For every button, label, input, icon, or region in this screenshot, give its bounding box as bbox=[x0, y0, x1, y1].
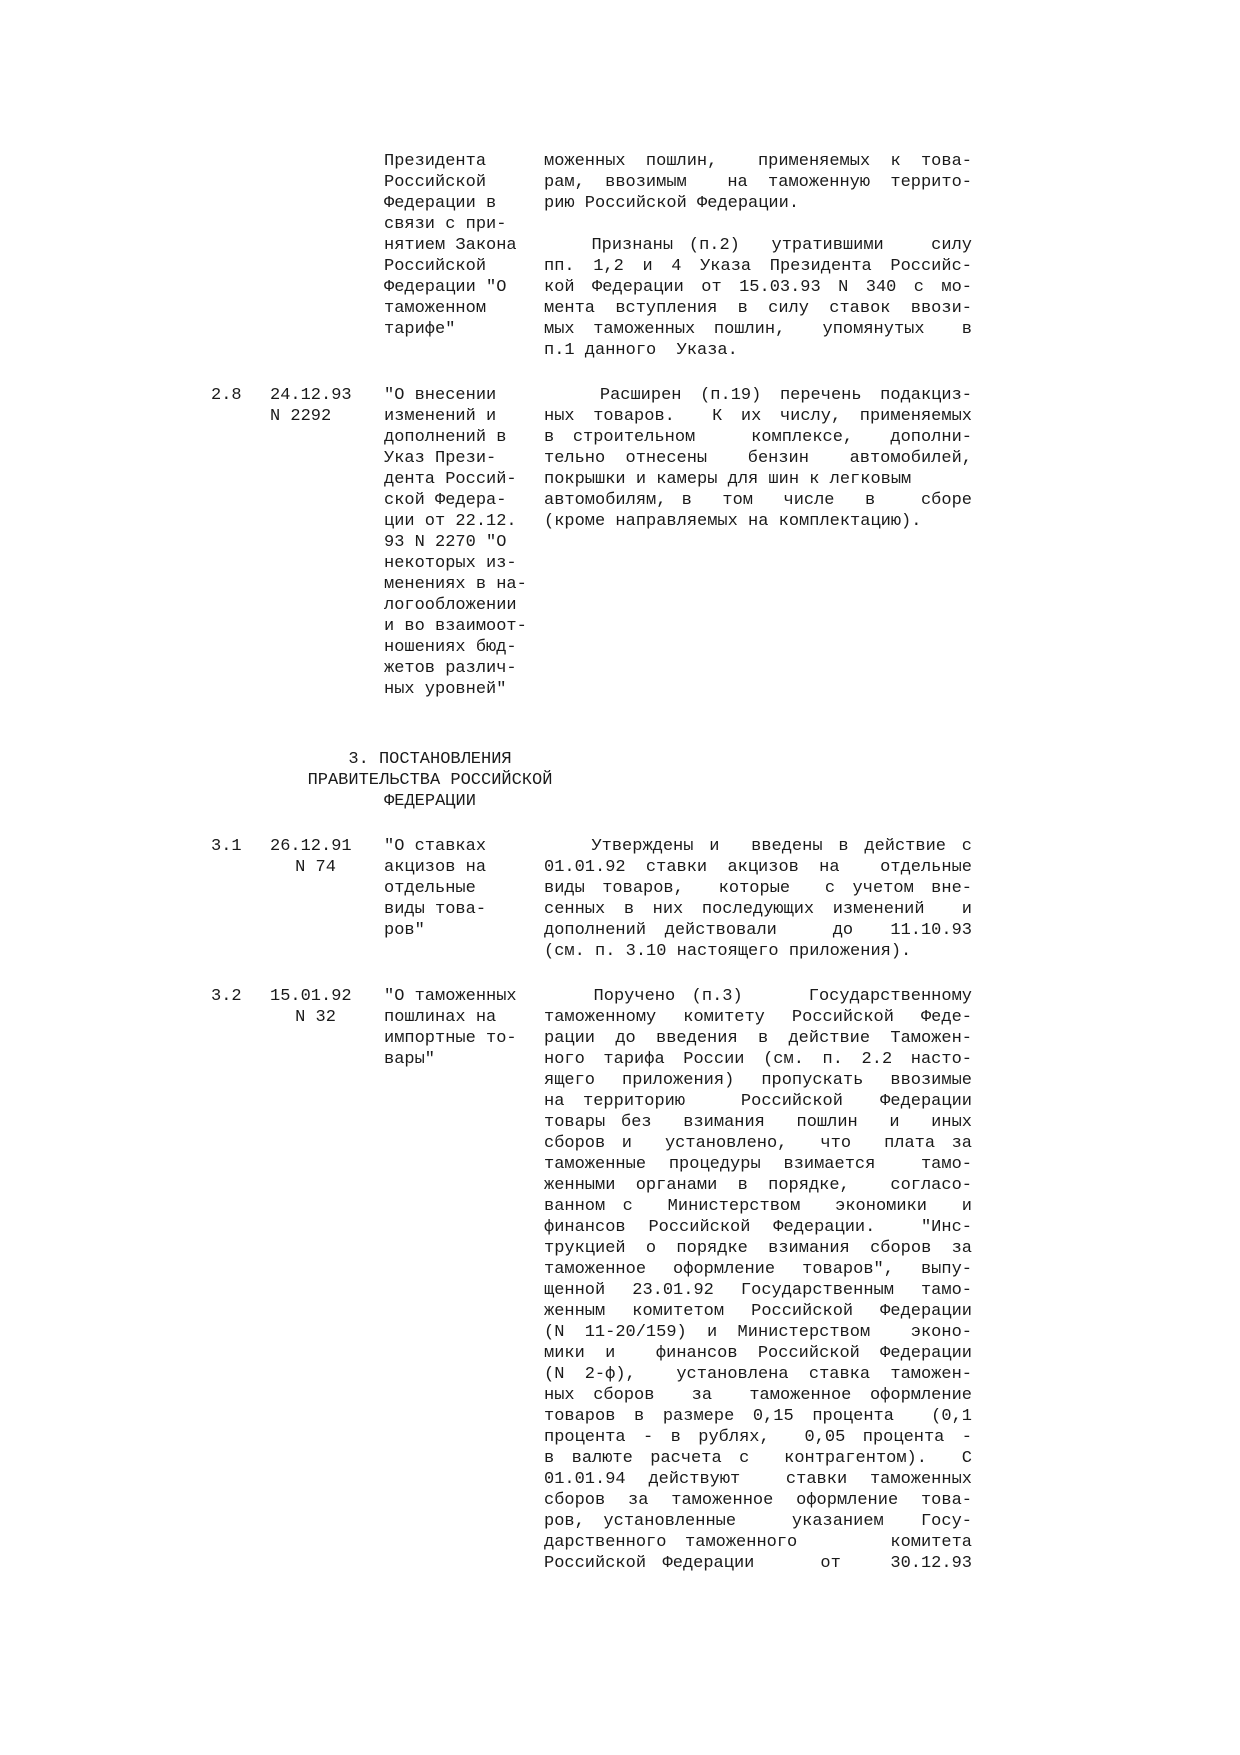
entry-text-line: женными органами в порядке, согласо- bbox=[544, 1176, 972, 1195]
entry-title-line: ров" bbox=[384, 921, 425, 940]
entry-text-line: покрышки и камеры для шин к легковым bbox=[544, 470, 912, 489]
entry-text-line: (N 2-ф), установлена ставка таможен- bbox=[544, 1365, 972, 1384]
entry-title-line: акцизов на bbox=[384, 858, 487, 877]
entry-text-line: Российской Федерации от 30.12.93 bbox=[544, 1554, 972, 1573]
entry-title-line: Указ Прези- bbox=[384, 449, 497, 468]
entry-text-line: ных сборов за таможенное оформление bbox=[544, 1386, 972, 1405]
entry-text-line: сборов и установлено, что плата за bbox=[544, 1134, 972, 1153]
entry-text-line: п.1 данного Указа. bbox=[544, 341, 738, 360]
entry-text-line: Утверждены и введены в действие с bbox=[544, 837, 972, 856]
entry-date: 24.12.93 bbox=[270, 386, 352, 405]
entry-text-line: мых таможенных пошлин, упомянутых в bbox=[544, 320, 972, 339]
section-heading-line: ФЕДЕРАЦИИ bbox=[384, 792, 476, 811]
entry-date: 26.12.91 bbox=[270, 837, 352, 856]
entry-text-line: (кроме направляемых на комплектацию). bbox=[544, 512, 922, 531]
entry-text-line: сборов за таможенное оформление това- bbox=[544, 1491, 972, 1510]
section-heading-line: 3. ПОСТАНОВЛЕНИЯ bbox=[348, 750, 512, 769]
entry-text-line: Расширен (п.19) перечень подакциз- bbox=[544, 386, 972, 405]
section-heading-line: ПРАВИТЕЛЬСТВА РОССИЙСКОЙ bbox=[307, 771, 553, 790]
entry-text-line: ящего приложения) пропускать ввозимые bbox=[544, 1071, 972, 1090]
entry-text-line: ров, установленные указанием Госу- bbox=[544, 1512, 972, 1531]
entry-title-line: ных уровней" bbox=[384, 680, 507, 699]
entry-title-line: некоторых из- bbox=[384, 554, 517, 573]
entry-text-line: (см. п. 3.10 настоящего приложения). bbox=[544, 942, 912, 961]
entry-text-line: щенной 23.01.92 Государственным тамо- bbox=[544, 1281, 972, 1300]
entry-title-line: "О ставках bbox=[384, 837, 487, 856]
entry-title-line: менениях в на- bbox=[384, 575, 527, 594]
entry-text-line: таможенные процедуры взимается тамо- bbox=[544, 1155, 972, 1174]
entry-text-line: товары без взимания пошлин и иных bbox=[544, 1113, 972, 1132]
entry-number: 3.1 bbox=[211, 837, 242, 856]
entry-title-line: "О внесении bbox=[384, 386, 497, 405]
entry-text-line: мента вступления в силу ставок ввози- bbox=[544, 299, 972, 318]
entry-text-line: рию Российской Федерации. bbox=[544, 194, 800, 213]
entry-doc-number: N 74 bbox=[295, 858, 336, 877]
entry-title-line: Российской bbox=[384, 173, 487, 192]
entry-text-line: моженных пошлин, применяемых к това- bbox=[544, 152, 972, 171]
entry-text-line: финансов Российской Федерации. "Инс- bbox=[544, 1218, 972, 1237]
entry-text-line: процента - в рублях, 0,05 процента - bbox=[544, 1428, 972, 1447]
entry-title-line: нятием Закона bbox=[384, 236, 517, 255]
entry-text-line: рации до введения в действие Таможен- bbox=[544, 1029, 972, 1048]
entry-title-line: отдельные bbox=[384, 879, 476, 898]
entry-text-line: таможенному комитету Российской Феде- bbox=[544, 1008, 972, 1027]
entry-text-line: в валюте расчета с контрагентом). С bbox=[544, 1449, 972, 1468]
entry-title-line: виды това- bbox=[384, 900, 487, 919]
entry-title-line: пошлинах на bbox=[384, 1008, 497, 1027]
entry-title-line: жетов различ- bbox=[384, 659, 517, 678]
entry-text-line: рам, ввозимым на таможенную террито- bbox=[544, 173, 972, 192]
entry-title-line: ции от 22.12. bbox=[384, 512, 517, 531]
entry-title-line: таможенном bbox=[384, 299, 487, 318]
entry-text-line: дарственного таможенного комитета bbox=[544, 1533, 972, 1552]
entry-title-line: Федерации "О bbox=[384, 278, 507, 297]
entry-text-line: на территорию Российской Федерации bbox=[544, 1092, 972, 1111]
entry-title-line: дента Россий- bbox=[384, 470, 517, 489]
entry-title-line: 93 N 2270 "О bbox=[384, 533, 507, 552]
entry-title-line: логообложении bbox=[384, 596, 517, 615]
entry-date: 15.01.92 bbox=[270, 987, 352, 1006]
entry-title-line: тарифе" bbox=[384, 320, 456, 339]
entry-text-line: 01.01.94 действуют ставки таможенных bbox=[544, 1470, 972, 1489]
entry-number: 3.2 bbox=[211, 987, 242, 1006]
entry-title-line: вары" bbox=[384, 1050, 436, 1069]
entry-title-line: дополнений в bbox=[384, 428, 507, 447]
entry-title-line: ской Федера- bbox=[384, 491, 507, 510]
entry-text-line: 01.01.92 ставки акцизов на отдельные bbox=[544, 858, 972, 877]
entry-text-line: (N 11-20/159) и Министерством эконо- bbox=[544, 1323, 972, 1342]
entry-title-line: "О таможенных bbox=[384, 987, 517, 1006]
entry-text-line: дополнений действовали до 11.10.93 bbox=[544, 921, 972, 940]
entry-title-line: ношениях бюд- bbox=[384, 638, 517, 657]
entry-doc-number: N 32 bbox=[295, 1008, 336, 1027]
entry-doc-number: N 2292 bbox=[270, 407, 332, 426]
entry-title-line: связи с при- bbox=[384, 215, 507, 234]
entry-text-line: виды товаров, которые с учетом вне- bbox=[544, 879, 972, 898]
entry-text-line: ных товаров. К их числу, применяемых bbox=[544, 407, 972, 426]
entry-title-line: Президента bbox=[384, 152, 487, 171]
entry-title-line: и во взаимоот- bbox=[384, 617, 527, 636]
entry-text-line: тельно отнесены бензин автомобилей, bbox=[544, 449, 972, 468]
entry-text-line: ванном с Министерством экономики и bbox=[544, 1197, 972, 1216]
entry-title-line: Федерации в bbox=[384, 194, 497, 213]
entry-number: 2.8 bbox=[211, 386, 242, 405]
entry-text-line: Признаны (п.2) утратившими силу bbox=[544, 236, 972, 255]
entry-text-line: Поручено (п.3) Государственному bbox=[544, 987, 972, 1006]
entry-text-line: ного тарифа России (см. п. 2.2 насто- bbox=[544, 1050, 972, 1069]
entry-title-line: Российской bbox=[384, 257, 487, 276]
entry-text-line: таможенное оформление товаров", выпу- bbox=[544, 1260, 972, 1279]
entry-text-line: трукцией о порядке взимания сборов за bbox=[544, 1239, 972, 1258]
entry-text-line: автомобилям, в том числе в сборе bbox=[544, 491, 972, 510]
entry-text-line: мики и финансов Российской Федерации bbox=[544, 1344, 972, 1363]
entry-title-line: импортные то- bbox=[384, 1029, 517, 1048]
entry-text-line: женным комитетом Российской Федерации bbox=[544, 1302, 972, 1321]
entry-text-line: в строительном комплексе, дополни- bbox=[544, 428, 972, 447]
entry-text-line: товаров в размере 0,15 процента (0,1 bbox=[544, 1407, 972, 1426]
entry-text-line: пп. 1,2 и 4 Указа Президента Российс- bbox=[544, 257, 972, 276]
entry-title-line: изменений и bbox=[384, 407, 497, 426]
entry-text-line: кой Федерации от 15.03.93 N 340 с мо- bbox=[544, 278, 972, 297]
entry-text-line: сенных в них последующих изменений и bbox=[544, 900, 972, 919]
